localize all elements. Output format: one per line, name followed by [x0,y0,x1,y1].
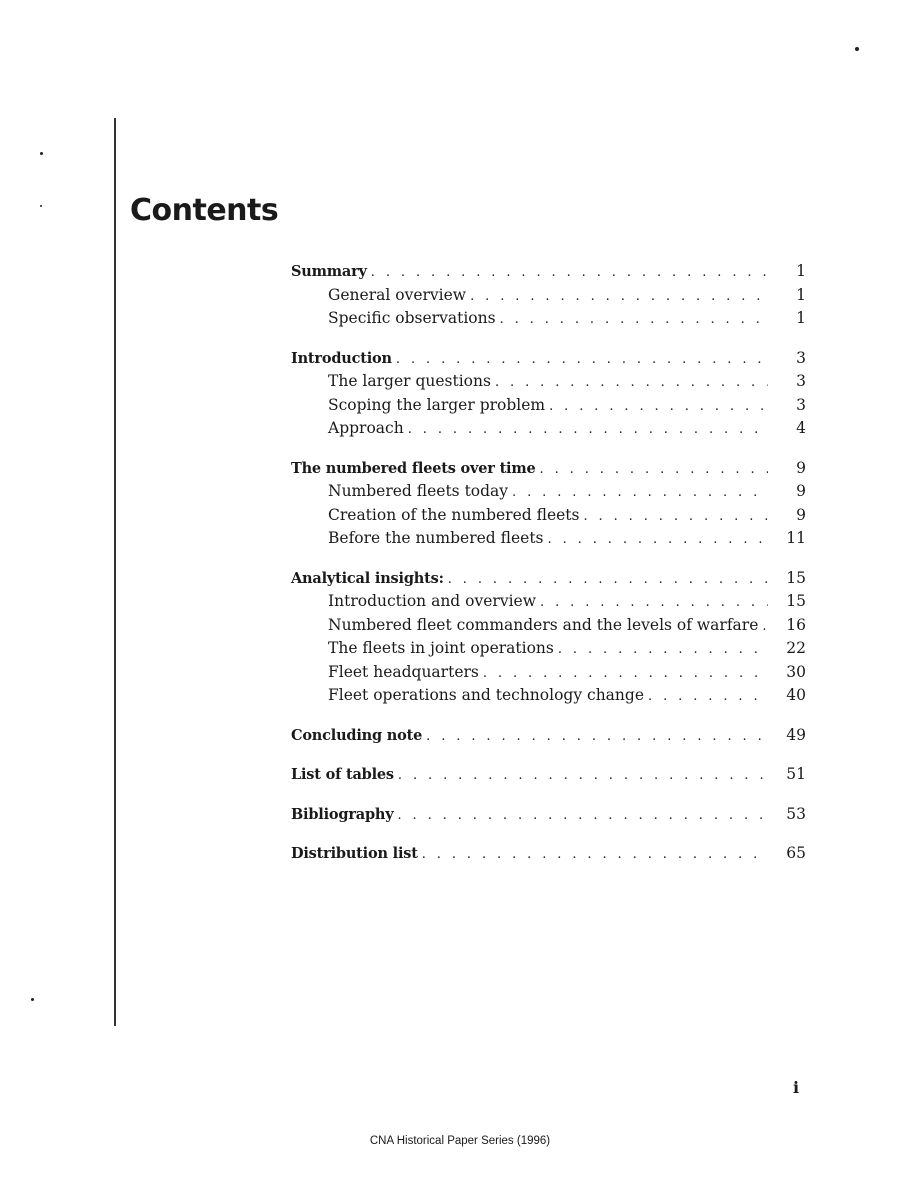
toc-entry-label: List of tables [291,766,394,783]
toc-entry-label: Analytical insights: [291,569,444,587]
toc-subentry [291,480,806,504]
toc-heading-entry [291,842,806,866]
footer: CNA Historical Paper Series (1996) [369,1135,551,1147]
dot-leader [549,395,768,419]
toc-entry-label: Approach [328,419,404,437]
toc-entry-page: 53 [786,804,806,823]
toc-entry-label: The numbered fleets over time [291,459,536,477]
toc-subentry [291,417,806,441]
toc-subentry [291,504,806,528]
toc-subentry [291,614,806,638]
dot-leader [397,804,768,828]
toc-entry-label: Introduction and overview [328,592,536,610]
dot-leader [408,418,768,442]
toc-entry-label: Introduction [291,349,392,367]
toc-entry-page: 51 [786,765,806,783]
margin-rule [114,118,116,1026]
toc-entry-label: Bibliography [291,805,394,823]
dot-leader [540,458,768,482]
toc-subentry [291,637,806,661]
toc-entry-page: 3 [796,372,806,390]
toc-entry-page: 1 [796,262,806,280]
dot-leader [483,662,768,686]
scan-speck [40,205,42,207]
dot-leader [540,591,768,615]
toc-heading-entry [291,260,806,284]
toc-entry-label: Numbered fleet commanders and the levels of warfare [328,615,759,634]
toc-entry-page: 30 [786,662,806,681]
toc-section [291,260,806,331]
toc-section [291,567,806,708]
toc-entry-page: 9 [796,482,806,500]
toc-entry-label: Fleet operations and technology change [328,686,645,704]
dot-leader [512,481,768,505]
dot-leader [396,348,768,372]
page-title: Contents [130,193,279,228]
scan-speck [40,152,43,155]
toc-subentry [291,527,806,551]
toc-section [291,842,806,866]
toc-entry-page: 49 [786,725,806,744]
toc-entry-page: 1 [796,309,806,327]
toc-entry-page: 15 [786,568,806,587]
toc-entry-label: Summary [291,263,367,280]
scan-speck [31,998,34,1001]
toc-entry-page: 15 [786,592,806,610]
toc-entry-page: 3 [796,395,806,414]
toc-subentry [291,307,806,331]
toc-heading-entry [291,457,806,481]
toc-section [291,803,806,827]
toc-subentry [291,394,806,418]
toc-entry-page: 40 [786,686,806,704]
dot-leader [648,685,768,709]
toc-entry-label: Scoping the larger problem [328,395,546,414]
toc-entry-page: 22 [786,639,806,657]
toc-heading-entry [291,567,806,591]
toc-heading-entry [291,347,806,371]
toc-subentry [291,590,806,614]
dot-leader [500,308,768,332]
toc-heading-entry [291,763,806,787]
page-number: i [793,1078,800,1097]
toc-entry-label: General overview [328,285,467,304]
toc-entry-label: Numbered fleets today [328,482,509,500]
toc-entry-page: 11 [786,529,806,547]
toc-entry-label: Specific observations [328,309,496,327]
toc-entry-page: 9 [796,458,806,477]
toc-entry-page: 1 [796,285,806,304]
toc-entry-label: Fleet headquarters [328,662,479,681]
toc-section [291,347,806,441]
toc-entry-page: 16 [786,615,806,634]
toc-entry-page: 3 [796,348,806,367]
dot-leader [470,285,768,309]
dot-leader [495,371,768,395]
table-of-contents [291,260,806,882]
toc-entry-label: Concluding note [291,726,423,744]
toc-heading-entry [291,803,806,827]
dot-leader [583,505,768,529]
dot-leader [426,725,768,749]
toc-subentry [291,284,806,308]
dot-leader [558,638,768,662]
toc-entry-page: 65 [786,844,806,862]
toc-subentry [291,370,806,394]
dot-leader [548,528,768,552]
dot-leader [422,843,768,867]
toc-entry-label: Distribution list [291,845,418,862]
dot-leader [371,261,768,285]
toc-entry-label: Creation of the numbered fleets [328,505,580,524]
toc-entry-label: Before the numbered fleets [328,529,544,547]
toc-entry-label: The larger questions [328,372,491,390]
toc-entry-label: The fleets in joint operations [328,639,554,657]
toc-entry-page: 4 [796,419,806,437]
toc-subentry [291,661,806,685]
dot-leader [448,568,768,592]
toc-subentry [291,684,806,708]
toc-heading-entry [291,724,806,748]
toc-section [291,457,806,551]
dot-leader [762,615,768,639]
toc-section [291,724,806,748]
scan-speck [855,47,859,51]
dot-leader [398,764,768,788]
toc-entry-page: 9 [796,505,806,524]
toc-section [291,763,806,787]
